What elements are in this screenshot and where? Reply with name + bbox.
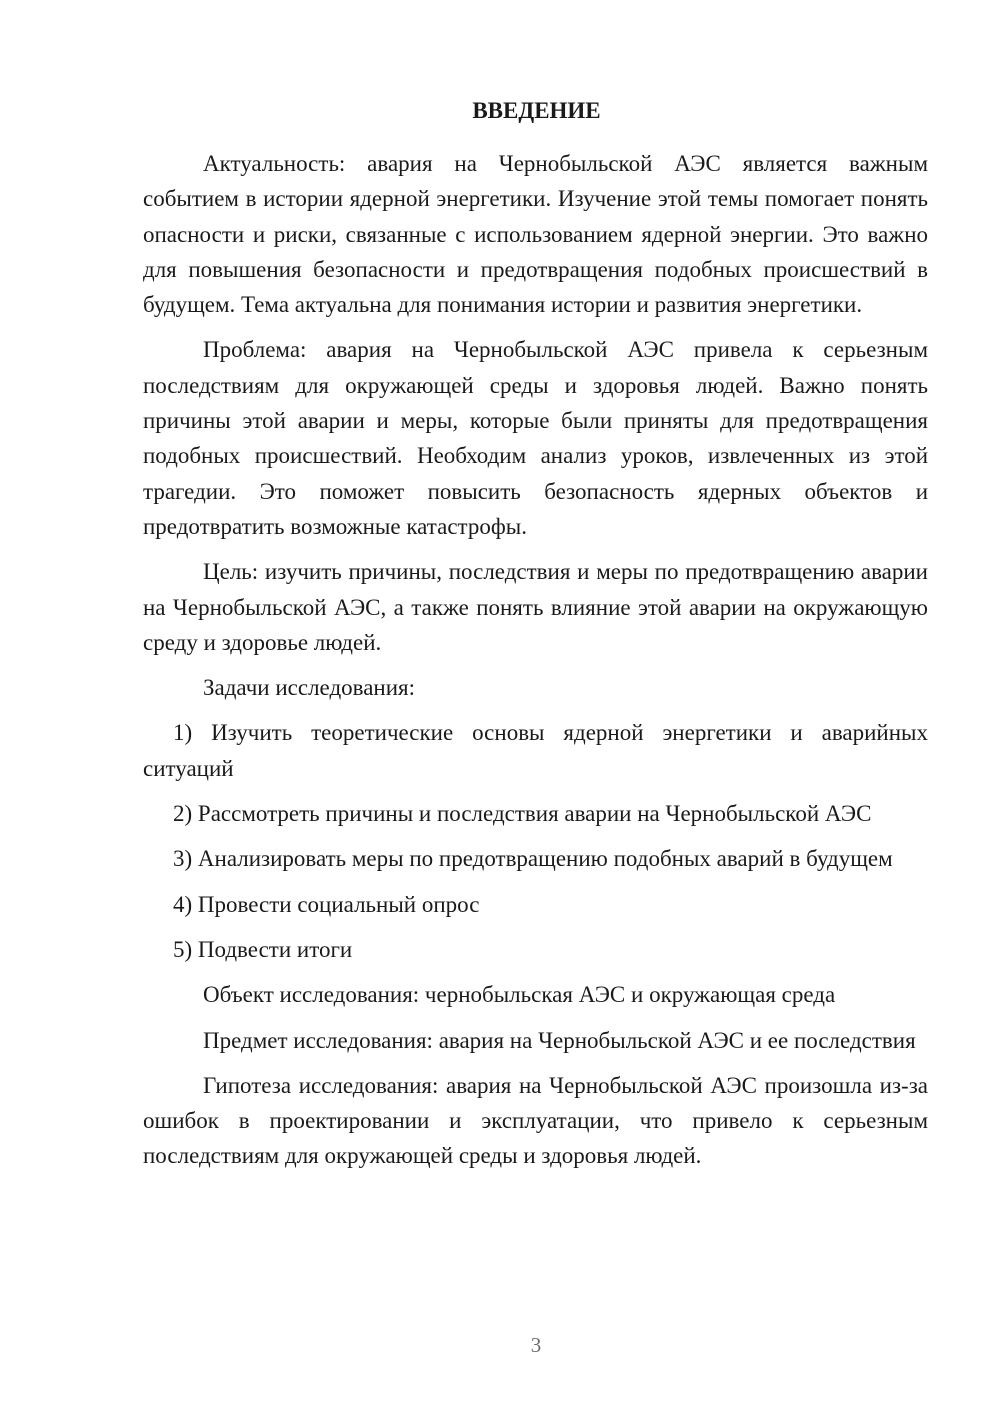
paragraph-relevance: Актуальность: авария на Чернобыльской АЭС является важным событием в истории ядерной энергетики. Изучение этой темы помогает понять опасности и риски, связанные с использованием ядерной энергии. Это важно для повышения безопасности и предотвращения подобных происшествий в будущем. Тема актуальна для понимания истории и развития энергетики. — [143, 151, 928, 318]
list-item: 1) Изучить теоретические основы ядерной энергетики и аварийных ситуаций — [143, 720, 928, 781]
list-item: 5) Подвести итоги — [173, 936, 353, 962]
page-number: 3 — [530, 1333, 542, 1357]
paragraph-problem: Проблема: авария на Чернобыльской АЭС привела к серьезным последствиям для окружающей среды и здоровья людей. Важно понять причины этой аварии и меры, которые были приняты для предотвращения подобных происшествий. Необходим анализ уроков, извлеченных из этой трагедии. Это поможет повысить безопасность ядерных объектов и предотвратить возможные катастрофы. — [143, 337, 928, 539]
paragraph-goal: Цель: изучить причины, последствия и меры по предотвращению аварии на Чернобыльской АЭС, а также понять влияние этой аварии на окружающую среду и здоровье людей. — [143, 559, 928, 655]
paragraph-tasks-title: Задачи исследования: — [203, 675, 416, 701]
paragraph-object: Объект исследования: чернобыльская АЭС и окружающая среда — [203, 982, 836, 1008]
paragraph-subject: Предмет исследования: авария на Чернобыльской АЭС и ее последствия — [203, 1027, 916, 1053]
paragraph-hypothesis: Гипотеза исследования: авария на Чернобыльской АЭС произошла из-за ошибок в проектировании и эксплуатации, что привело к серьезным последствиям для окружающей среды и здоровья людей. — [143, 1072, 928, 1169]
list-item: 4) Провести социальный опрос — [173, 891, 480, 917]
section-heading: ВВЕДЕНИЕ — [472, 98, 601, 123]
list-item: 2) Рассмотреть причины и последствия аварии на Чернобыльской АЭС — [173, 801, 872, 827]
list-item: 3) Анализировать меры по предотвращению подобных аварий в будущем — [173, 846, 893, 872]
document-page — [143, 96, 928, 1184]
